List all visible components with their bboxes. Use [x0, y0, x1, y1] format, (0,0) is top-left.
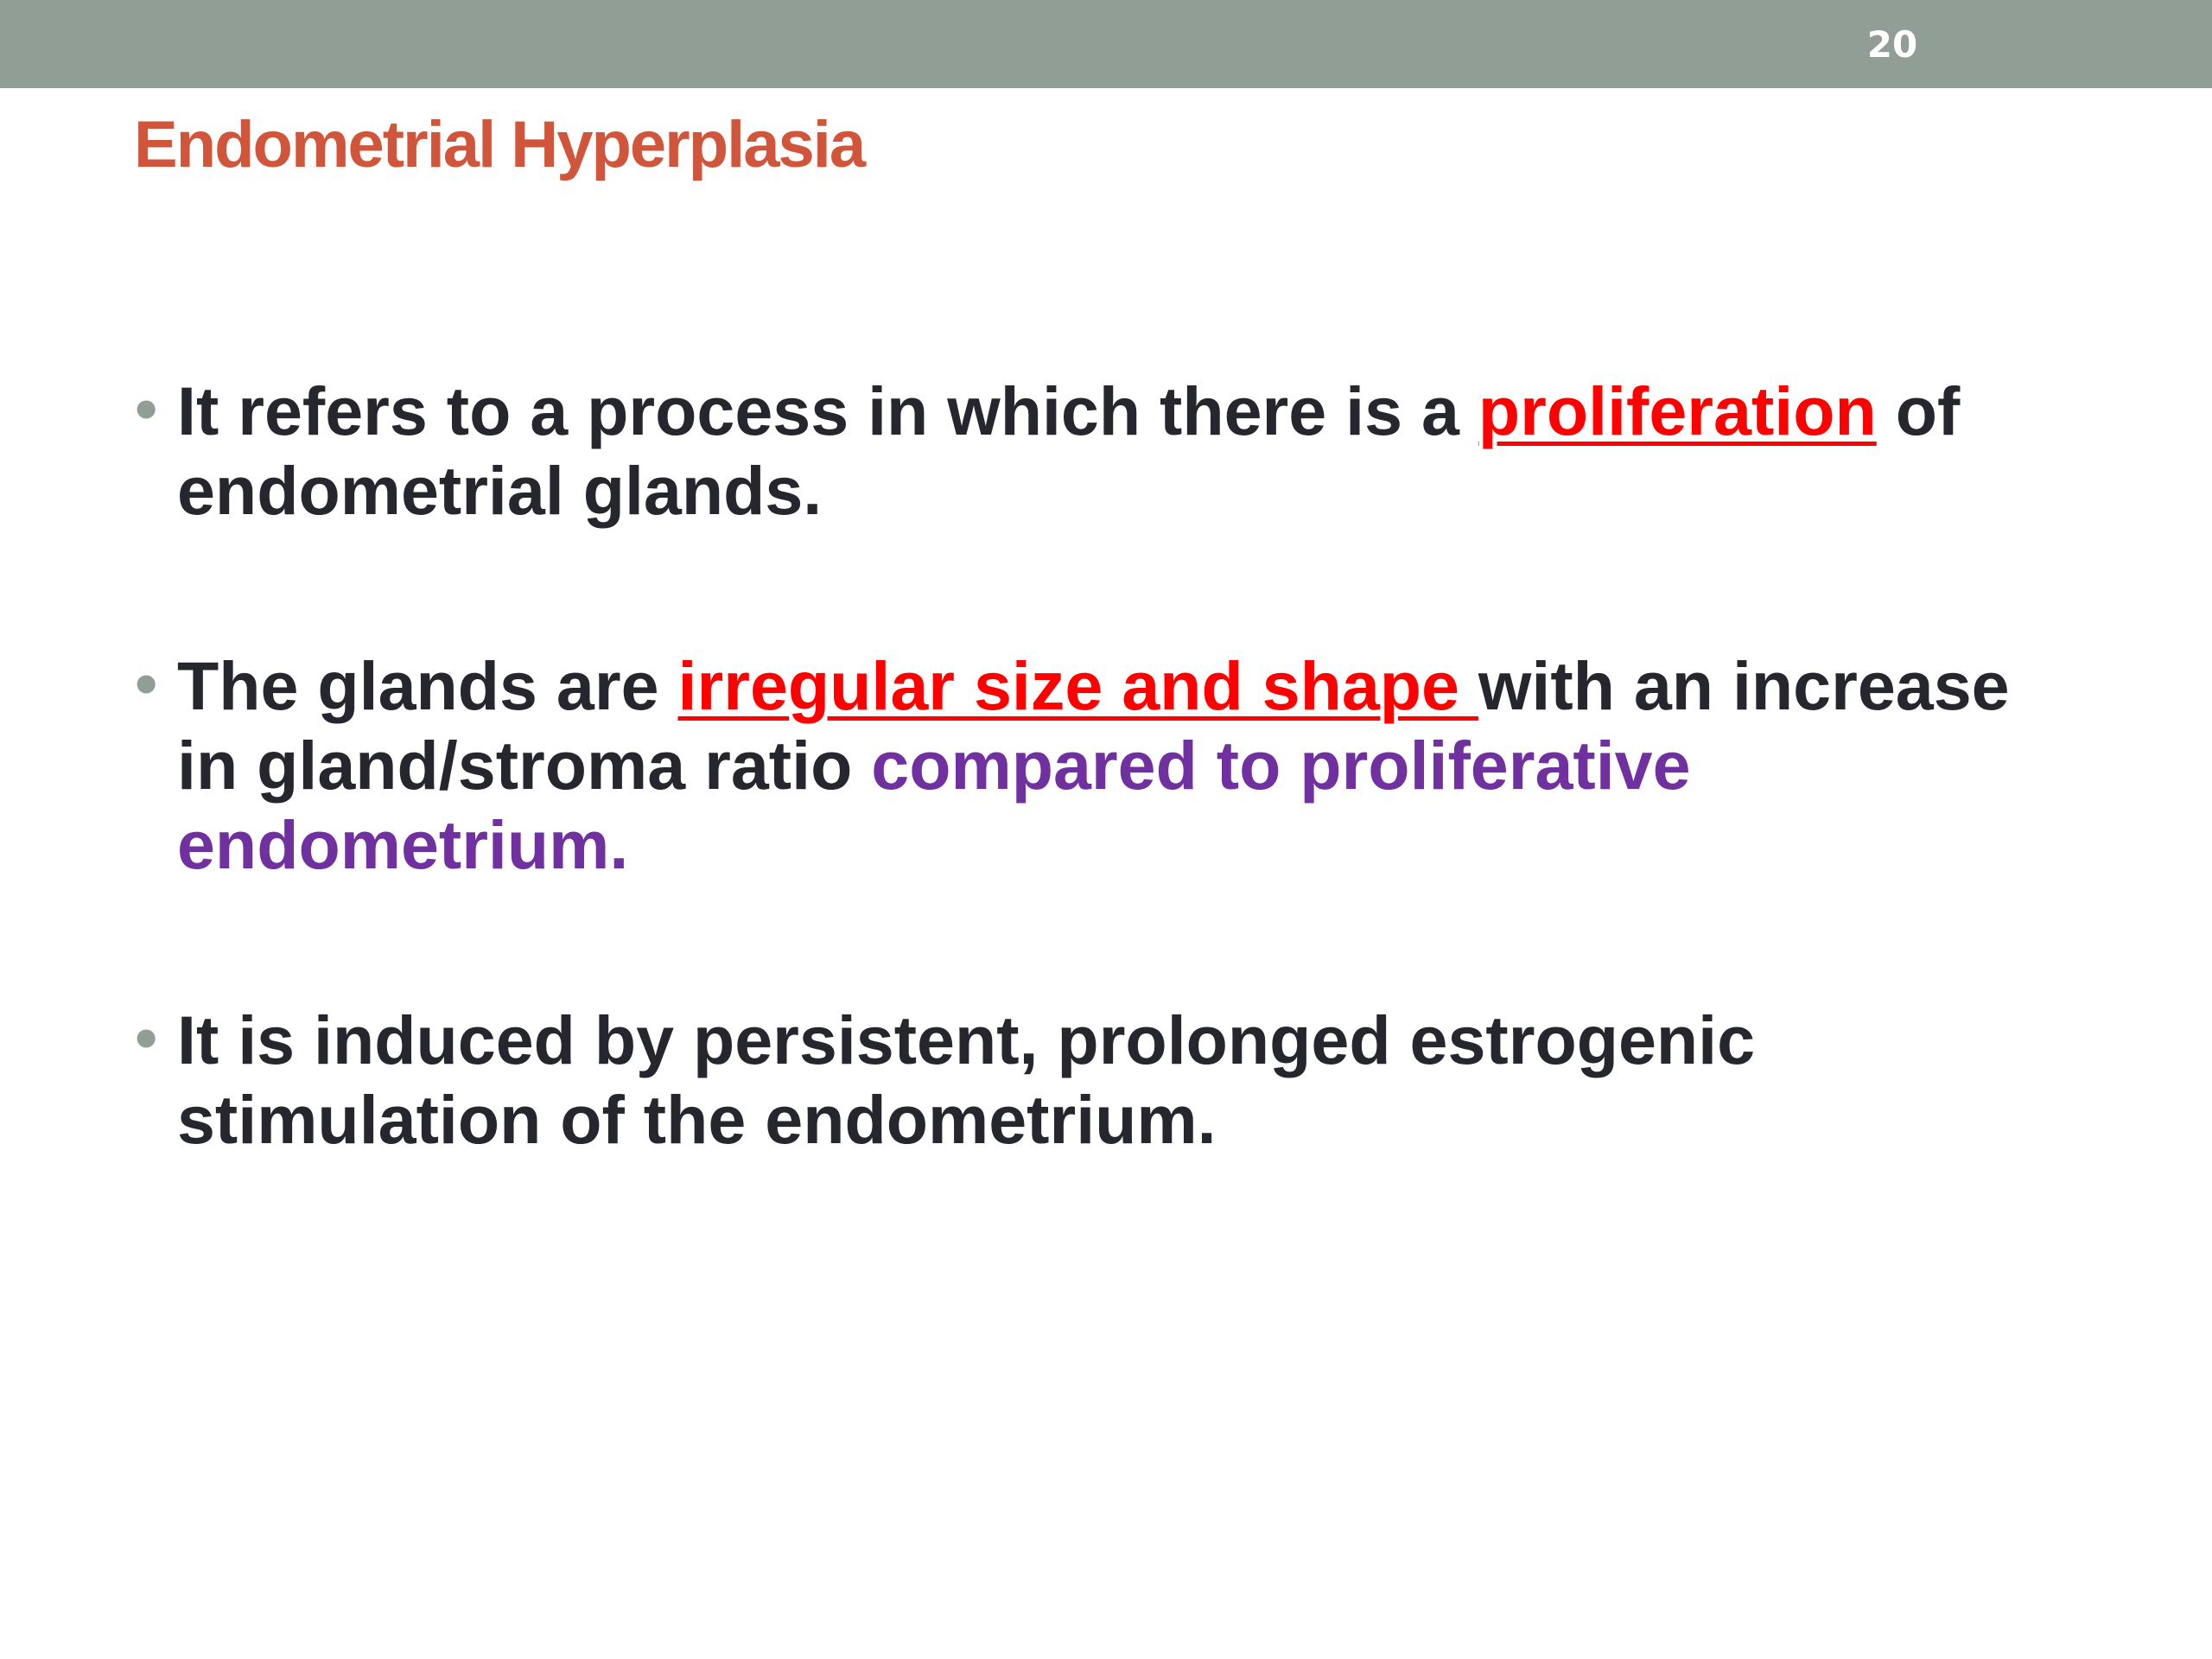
bullet-dot-icon: • [130, 381, 163, 442]
highlight-term: irregular size and shape [677, 647, 1478, 724]
bullet-dot-icon: • [130, 1010, 163, 1071]
bullet-list [130, 372, 2082, 1160]
bullet-item-2 [130, 646, 2082, 885]
slide-title: Endometrial Hyperplasia [134, 108, 865, 181]
highlight-term: proliferation [1478, 372, 1877, 449]
bullet-item-1 [130, 372, 2082, 531]
bullet-text: It is induced by persistent, prolonged estrogenic stimulation of the endometrium. [177, 1001, 1756, 1158]
slide-number: 20 [1866, 23, 1918, 66]
top-bar [0, 0, 2212, 88]
bullet-text: of endometrial glands. [177, 372, 1961, 529]
bullet-text: It refers to a process in which there is a [177, 372, 1478, 449]
bullet-dot-icon: • [130, 656, 163, 716]
bullet-text: The glands are [177, 647, 678, 724]
highlight-phrase: compared to proliferative endometrium. [177, 727, 1691, 883]
bullet-item-3 [130, 1001, 2082, 1160]
bullet-text: with an increase in gland/stroma ratio [177, 647, 2010, 804]
